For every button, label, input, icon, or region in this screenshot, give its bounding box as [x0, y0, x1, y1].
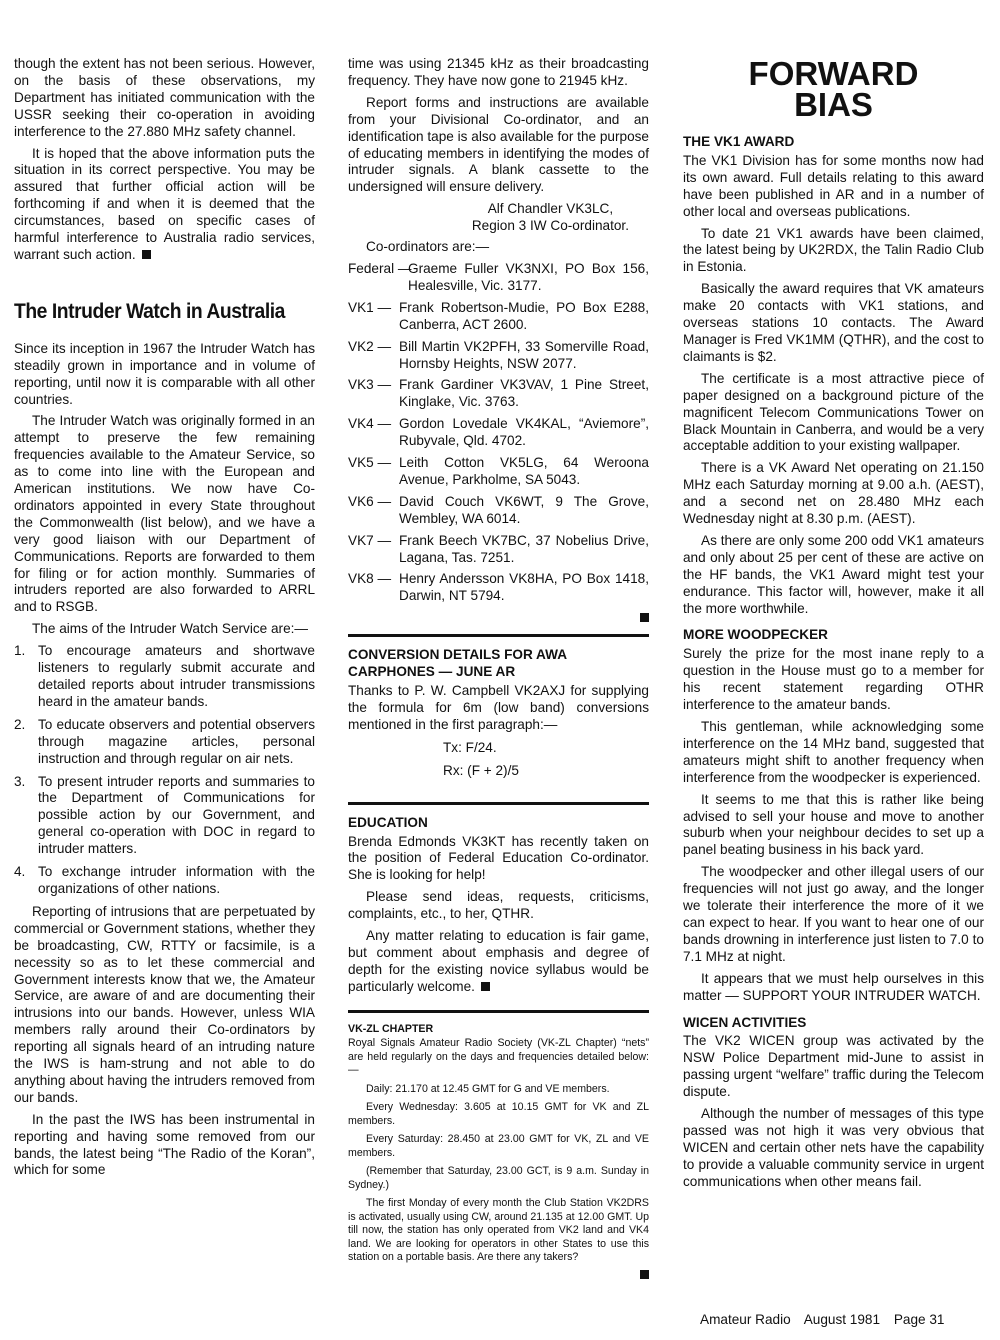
page-number: Page 31 — [893, 1312, 945, 1327]
coordinator-list — [348, 261, 649, 622]
list-item: 2. To educate observers and potential observers through magazine articles, personal instruction and through regular on air nets. — [14, 716, 315, 766]
paragraph: It appears that we must help ourselves in this matter — SUPPORT YOUR INTRUDER WATCH. — [683, 970, 984, 1003]
article-title: The Intruder Watch in Australia — [14, 299, 285, 323]
signature-name: Alf Chandler VK3LC, — [487, 201, 614, 217]
signature-block — [348, 201, 649, 235]
list-item: VK6 — David Couch VK6WT, 9 The Grove, Wembley, WA 6014. — [348, 493, 649, 526]
column-2 — [348, 56, 649, 1282]
page-footer — [700, 1312, 944, 1327]
paragraph: time was using 21345 kHz as their broadcasting frequency. They have now gone to 21945 kHz. — [348, 56, 649, 88]
end-of-article-mark — [640, 1270, 649, 1279]
issue-date: August 1981 — [803, 1312, 881, 1327]
paragraph: Co-ordinators are:— — [366, 239, 490, 255]
paragraph: Surely the prize for the most inane reply to a question in the House must go to a member for his recent statement regarding OTHR interference to the amateur bands. — [683, 646, 984, 713]
list-item: VK7 — Frank Beech VK7BC, 37 Nobelius Drive, Lagana, Tas. 7251. — [348, 532, 649, 565]
formula-rx: Rx: (F + 2)/5 — [443, 762, 519, 778]
section-divider — [348, 802, 649, 805]
paragraph: Please send ideas, requests, criticisms, complaints, etc., to her, QTHR. — [348, 889, 649, 922]
paragraph: Since its inception in 1967 the Intruder Watch has steadily grown in importance and in volume of reporting, until now it is comparable with all other countries. — [14, 340, 315, 407]
paragraph: As there are only some 200 odd VK1 amateurs and only about 25 per cent of these are active on the HF bands, the VK1 Award might test your endurance. This factor will, however, make it all the more worthwhile. — [683, 532, 984, 616]
paragraph: To date 21 VK1 awards have been claimed, the latest being by UK2RDX, the Talin Radio Club in Estonia. — [683, 225, 984, 275]
list-item: VK8 — Henry Andersson VK8HA, PO Box 1418, Darwin, NT 5794. — [348, 571, 649, 604]
list-item: 3. To present intruder reports and summaries to the Department of Communications for possible action by our Government, and general co-operation with DOC in regard to intruder matters. — [14, 773, 315, 857]
paragraph: Every Saturday: 28.450 at 23.00 GMT for VK, ZL and VE members. — [348, 1133, 649, 1159]
paragraph: Report forms and instructions are available from your Divisional Co-ordinator, and an identification tape is also available for the purpose of educating members in identifying the modes of intruder signals. A blank cassette to the undersigned will ensure delivery. — [348, 94, 649, 195]
paragraph: The aims of the Intruder Watch Service are:— — [32, 621, 309, 637]
paragraph: The VK2 WICEN group was activated by the NSW Police Department mid-June to assist in passing urgent “welfare” traffic during the Telecom dispute. — [683, 1033, 984, 1100]
paragraph: (Remember that Saturday, 23.00 GCT, is 9 a.m. Sunday in Sydney.) — [348, 1165, 649, 1191]
signature-title: Region 3 IW Co-ordinator. — [471, 218, 629, 234]
paragraph: It seems to me that this is rather like being advised to sell your house and move to another suburb when your neighbour decides to set up a panel beating business in his back yard. — [683, 791, 984, 858]
list-item: 1. To encourage amateurs and shortwave listeners to regularly submit accurate and detailed reports about intruder transmissions heard in the amateur bands. — [14, 643, 315, 709]
aims-list — [14, 643, 315, 898]
section-heading: CONVERSION DETAILS FOR AWA CARPHONES — JUNE AR — [348, 647, 567, 680]
paragraph: though the extent has not been serious. However, on the basis of these observations, my Department has initiated communication with the USSR seeking their co-operation in avoiding interference to the 27.880 MHz safety channel. — [14, 56, 315, 139]
column-3 — [683, 56, 984, 1196]
paragraph: It is hoped that the above information puts the situation in its correct perspective. You may be assured that further official action will be forthcoming if and when it is deemed that the circumstances, based on specific cases of harmful interference to Australia radio services, warrant such action. — [14, 145, 315, 262]
section-heading: THE VK1 AWARD — [683, 134, 795, 149]
paragraph: Brenda Edmonds VK3KT has recently taken on the position of Federal Education Co-ordinator. She is looking for help! — [348, 833, 649, 883]
forward-bias-title: FORWARD BIAS — [748, 55, 919, 123]
list-item: VK2 — Bill Martin VK2PFH, 33 Somerville Road, Hornsby Heights, NSW 2077. — [348, 338, 649, 371]
list-item: VK5 — Leith Cotton VK5LG, 64 Weroona Avenue, Parkholme, SA 5043. — [348, 455, 649, 487]
list-item: VK3 — Frank Gardiner VK3VAV, 1 Pine Street, Kinglake, Vic. 3763. — [348, 377, 649, 410]
list-item: Federal — Graeme Fuller VK3NXI, PO Box 156, Healesville, Vic. 3177. — [348, 260, 649, 293]
paragraph: Daily: 21.170 at 12.45 GMT for G and VE members. — [366, 1082, 610, 1095]
vk-zl-chapter-box — [348, 1023, 649, 1282]
paragraph: Although the number of messages of this type passed was not high it was very obvious that WICEN and certain other nets have the capability to provide a valuable community service in urgent communications when other means fail. — [683, 1106, 984, 1189]
end-of-article-mark — [142, 250, 151, 259]
section-heading: MORE WOODPECKER — [683, 627, 829, 643]
section-divider — [348, 1010, 649, 1013]
paragraph: Reporting of intrusions that are perpetuated by commercial or Government stations, whether they be broadcasting, CW, RTTY or facsimile, is a necessity so as to let these commercial and Government interests know that we, the Amateur Service, are aware of and are documenting their intrusions into our bands. However, unless WIA members rally around their Co-ordinators by reporting all signals heard of an intruding nature the IWS is ham-strung and not able to do anything about having the intruders removed from our bands. — [14, 903, 315, 1105]
list-item: VK1 — Frank Robertson-Mudie, PO Box E288, Canberra, ACT 2600. — [348, 299, 649, 332]
paragraph: In the past the IWS has been instrumental in reporting and having some removed from our bands, the latest being “The Radio of the Koran”, which for some — [14, 1111, 315, 1178]
paragraph: Any matter relating to education is fair game, but comment about emphasis and degree of depth for the existing novice syllabus would be particularly welcome. — [348, 928, 649, 994]
formula-tx: Tx: F/24. — [443, 739, 497, 755]
list-item: 4. To exchange intruder information with the organizations of other nations. — [14, 864, 315, 896]
paragraph: Royal Signals Amateur Radio Society (VK-ZL Chapter) “nets” are held regularly on the days and frequencies detailed below:— — [348, 1037, 649, 1077]
paragraph: The VK1 Division has for some months now had its own award. Full details relating to this award have been published in AR and in a number of other local and overseas publications. — [683, 152, 984, 219]
paragraph: The woodpecker and other illegal users of our frequencies will not just go away, and the longer we tolerate their interference the more of it we can expect to hear. If you want to hear one of our bands drowning in interference just listen to 7.0 to 7.1 MHz at night. — [683, 864, 984, 964]
paragraph: Basically the award requires that VK amateurs make 20 contacts with VK1 stations, and overseas stations 10 contacts. The Award Manager is Fred VK1MM (QTHR), and the cost to claimants is $2. — [683, 281, 984, 364]
section-heading: VK-ZL CHAPTER — [348, 1022, 434, 1035]
end-of-article-mark — [481, 982, 490, 991]
paragraph: The first Monday of every month the Club Station VK2DRS is activated, usually using CW, around 21.135 at 12.00 GMT. Up till now, the station has only operated from VK2 land and VK4 land. We are looking for operators in other States to use this station on a portable basis. Are there any takers? — [348, 1197, 649, 1264]
paragraph: Thanks to P. W. Campbell VK2AXJ for supplying the formula for 6m (low band) conversions mentioned in the first paragraph:— — [348, 683, 649, 732]
section-heading: WICEN ACTIVITIES — [683, 1014, 807, 1030]
end-of-article-mark — [640, 613, 649, 622]
list-item: VK4 — Gordon Lovedale VK4KAL, “Aviemore”, Rubyvale, Qld. 4702. — [348, 416, 649, 449]
section-divider — [348, 634, 649, 637]
paragraph: The certificate is a most attractive piece of paper designed on a background picture of the magnificent Telecom Communications Tower on Black Mountain in Canberra, and would be a very acceptable addition to your existing wallpaper. — [683, 370, 984, 454]
column-1 — [14, 56, 315, 1184]
paragraph: This gentleman, while acknowledging some interference on the 14 MHz band, suggested that amateurs might shift to another frequency when interference from the woodpecker is experienced. — [683, 719, 984, 785]
paragraph: There is a VK Award Net operating on 21.150 MHz each Saturday morning at 9.00 a.h. (AEST), and a second net on 28.480 MHz each Wednesday night at 8.30 p.m. (AEST). — [683, 460, 984, 527]
paragraph: The Intruder Watch was originally formed in an attempt to preserve the few remaining frequencies available to the Amateur Service, so as to come into line with the European and American institutions. We now have Co-ordinators appointed in every State throughout the Commonwealth (list below), and we have a very good liaison with our Department of Communications. Reports are forwarded to them for filing or for action monthly. Summaries of intruders reported are also forwarded to ARRL and to RSGB. — [14, 413, 315, 615]
magazine-name: Amateur Radio — [700, 1312, 791, 1327]
paragraph: Every Wednesday: 3.605 at 10.15 GMT for VK and ZL members. — [348, 1101, 649, 1127]
section-heading: EDUCATION — [348, 814, 428, 830]
